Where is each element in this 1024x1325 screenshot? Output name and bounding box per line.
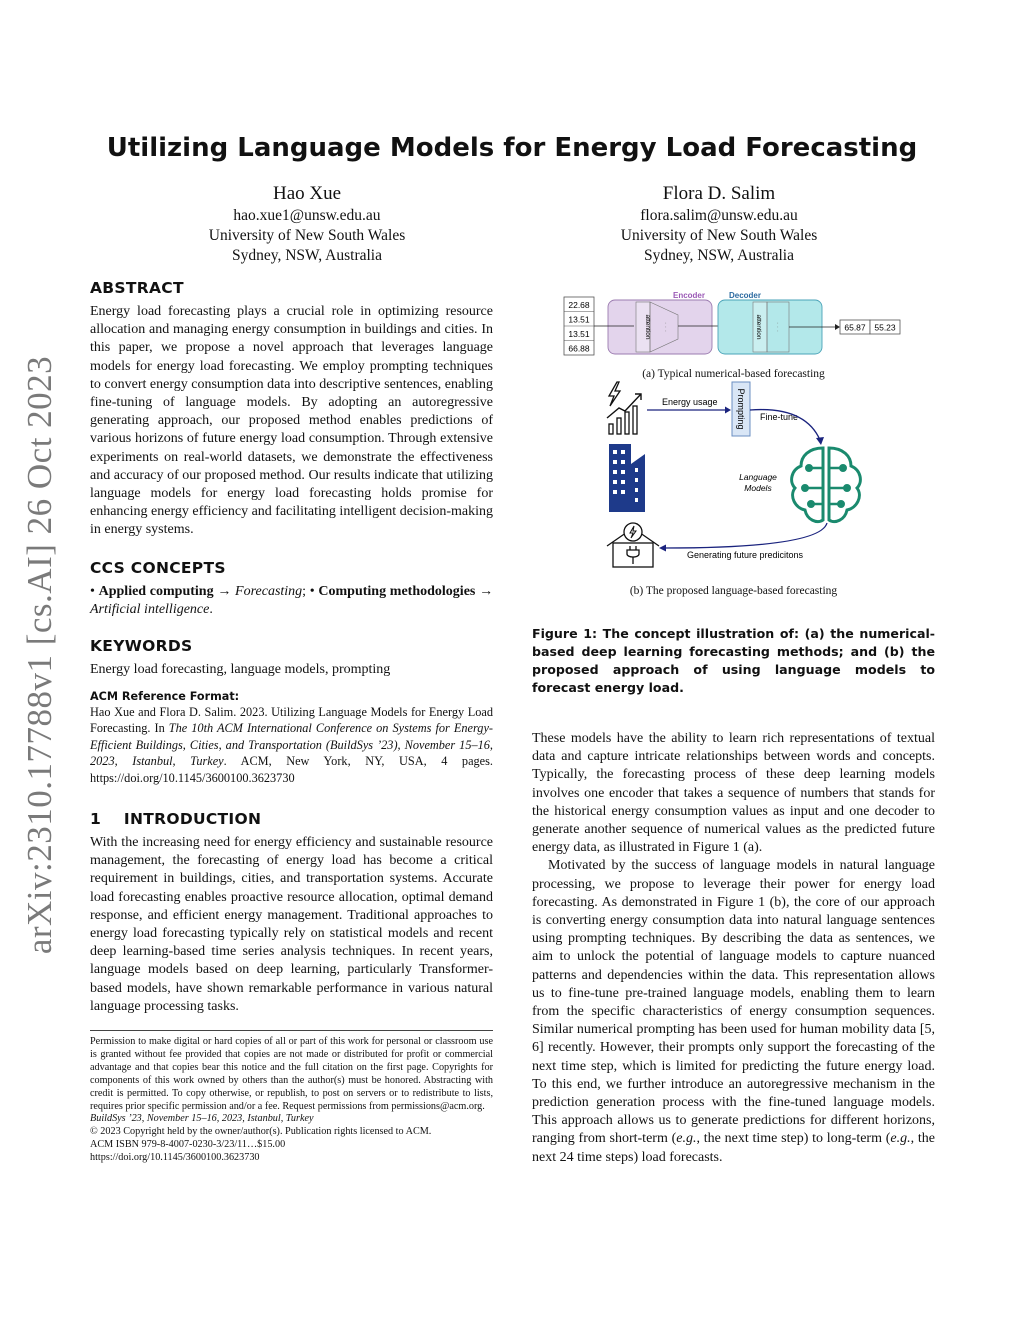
keywords-heading: KEYWORDS bbox=[90, 637, 193, 655]
dots: · · · bbox=[774, 321, 781, 333]
buildings-icon bbox=[609, 444, 645, 512]
arrowhead bbox=[835, 324, 840, 330]
footnote-rule bbox=[90, 1030, 493, 1031]
author-name: Hao Xue bbox=[272, 183, 342, 204]
generating-arrow bbox=[665, 523, 827, 548]
figure-1b bbox=[595, 378, 885, 578]
encoder-label: Encoder bbox=[672, 291, 706, 300]
acm-ref-heading: ACM Reference Format: bbox=[90, 690, 240, 703]
abstract-heading: ABSTRACT bbox=[90, 279, 184, 297]
footnote bbox=[90, 1036, 493, 1165]
period: . bbox=[209, 602, 213, 618]
acm-ref-part: . ACM, New York, NY, USA, 4 pages. https://doi.org/10.1145/3600100.3623730 bbox=[90, 754, 493, 785]
eg-abbrev: e.g. bbox=[676, 1131, 697, 1147]
language-models-label: Language bbox=[739, 472, 777, 482]
ccs-subconcept: Forecasting bbox=[235, 584, 303, 599]
arrowhead bbox=[659, 545, 666, 552]
abstract-section bbox=[90, 279, 493, 540]
figure-1a-caption: (a) Typical numerical-based forecasting bbox=[642, 368, 825, 380]
ccs-concept: Computing methodologies bbox=[318, 584, 476, 599]
language-models-label: Models bbox=[744, 483, 772, 493]
doi-line: https://doi.org/10.1145/3600100.3623730 bbox=[90, 1152, 260, 1164]
figure-1a bbox=[560, 287, 910, 359]
section-number: 1 bbox=[90, 810, 102, 828]
isbn-line: ACM ISBN 979-8-4007-0230-3/23/11…$15.00 bbox=[90, 1139, 286, 1151]
copyright-line: © 2023 Copyright held by the owner/author(s). Publication rights licensed to ACM. bbox=[90, 1126, 432, 1138]
abstract-text: Energy load forecasting plays a crucial role in optimizing resource allocation and managing energy consumption in buildings and cities. In this paper, we propose a novel approach that leverages language models for energy load forecasting. We employ prompting techniques to convert energy consumption data into descriptive sentences, enabling fine-tuning of language models. By adopting an autoregressive generating approach, our proposed method enables predictions of various horizons of future energy load consumption. Through extensive experiments on real-world datasets, we demonstrate the effectiveness and accuracy of our proposed method. Our results indicate that utilizing language models for energy load forecasting holds promise for enhancing energy efficiency and facilitating intelligent decision-making in energy systems. bbox=[90, 304, 494, 538]
attention-label: attention bbox=[755, 314, 762, 340]
ccs-section bbox=[90, 559, 493, 619]
paragraph bbox=[532, 857, 935, 1166]
paper-title: Utilizing Language Models for Energy Load Forecasting bbox=[106, 133, 918, 163]
keywords-section bbox=[90, 637, 493, 679]
conference-line: BuildSys ’23, November 15–16, 2023, Istanbul, Turkey bbox=[90, 1113, 314, 1125]
output-value: 55.23 bbox=[874, 322, 896, 333]
author-block-2 bbox=[554, 182, 884, 266]
paragraph: These models have the ability to learn rich representations of textual data and capture intricate relationships between words and concepts. Typically, the forecasting process of these deep learning models involves one encoder that takes a sequence of numbers that stands for the historical energy consumption values as input and one decoder to generate another sequence of numerical values as the predicted future energy data, as illustrated in Figure 1 (a). bbox=[532, 731, 935, 856]
acm-ref-text bbox=[90, 704, 493, 786]
bullet: • bbox=[309, 584, 315, 599]
author-block-1 bbox=[142, 182, 472, 266]
author-name: Flora D. Salim bbox=[662, 183, 776, 204]
arrowhead bbox=[725, 407, 731, 414]
arrowhead bbox=[816, 437, 824, 445]
energy-chart-icon bbox=[607, 382, 641, 434]
author-email: flora.salim@unsw.edu.au bbox=[640, 207, 798, 224]
acm-ref-part: Hao Xue and Flora D. Salim. 2023. Utilizing Language Models for Energy Load Forecasting. In bbox=[90, 705, 493, 736]
ccs-subconcept: Artificial intelligence bbox=[90, 602, 210, 618]
encoder-block bbox=[608, 300, 712, 354]
prompting-label: Prompting bbox=[736, 388, 746, 430]
smart-home-energy-icon bbox=[607, 523, 659, 567]
paragraph-part: Motivated by the success of language models in natural language processing, we propose to leverage their power for energy load forecasting. As demonstrated in Figure 1 (b), the core of our approach is converting energy consumption data into natural language sentences using prompting techniques. By describing the data as sentences, we aim to unlock the potential of language models to capture nuanced patterns and dependencies within the data. This representation allows us to fine-tune pre-trained language models, enabling them to learn from the specific characteristics of energy consumption sequences. Similar numerical prompting has been used for human mobility data [5, 6] recently. However, their prompts only support the forecasting of the next time step, which is limited for predicting the future energy load. To this end, we further introduce an autoregressive mechanism in the prediction generation process with the fine-tuned language models. This approach allows us to generate predictions for different horizons, ranging from short-term ( bbox=[532, 858, 935, 1147]
input-value: 66.88 bbox=[568, 343, 590, 354]
arrow: → bbox=[479, 584, 494, 599]
fine-tune-label: Fine-tune bbox=[760, 412, 799, 422]
acm-reference bbox=[90, 689, 493, 786]
output-value: 65.87 bbox=[844, 322, 866, 333]
energy-usage-label: Energy usage bbox=[662, 397, 718, 407]
right-column-text bbox=[532, 730, 935, 1167]
permission-text: Permission to make digital or hard copies of all or part of this work for personal or classroom use is granted without fee provided that copies are not made or distributed for profit or commercial advantage and that copies bear this notice and the full citation on the first page. Copyrights for components of this work owned by others than the author(s) must be honored. Abstracting with credit is permitted. To copy otherwise, or republish, to post on servers or to redistribute to lists, requires prior specific permission and/or a fee. Request permissions from permissions@acm.org. bbox=[90, 1036, 493, 1112]
separator: ; bbox=[302, 584, 307, 599]
section-title: INTRODUCTION bbox=[123, 810, 262, 828]
author-affiliation: University of New South Wales bbox=[208, 227, 406, 244]
brain-circuit-icon bbox=[792, 448, 861, 522]
figure-1-caption: Figure 1: The concept illustration of: (a) the numerical-based deep learning forecasting methods; and (b) the proposed approach of using language models to forecast energy load. bbox=[532, 626, 935, 695]
paragraph-part: , the next time step) to long-term ( bbox=[696, 1131, 891, 1147]
intro-text: With the increasing need for energy efficiency and sustainable resource management, the forecasting of energy load has become a critical requirement in buildings, cities, and transportation systems. Accurate load forecasting enables proactive resource allocation, optimal demand response, and efficient energy management. Traditional approaches to energy load forecasting typically rely on statistical models and recent deep learning-based time series analysis techniques. In recent years, language models based on deep learning, particularly Transformer-based models, have shown remarkable performance in various natural language processing tasks. bbox=[90, 835, 493, 1014]
bullet: • bbox=[90, 584, 95, 599]
input-value: 22.68 bbox=[568, 300, 590, 310]
acm-ref-venue: The 10th ACM International Conference on Systems for Energy-Efficient Buildings, Cities, and Transportation (BuildSys ’23), November 15–16, 2023, Istanbul, Turkey bbox=[90, 721, 494, 769]
input-value: 13.51 bbox=[568, 314, 590, 325]
generating-label: Generating future predicitons bbox=[686, 550, 804, 560]
author-email: hao.xue1@unsw.edu.au bbox=[233, 207, 381, 224]
arxiv-stamp: arXiv:2310.17788v1 [cs.AI] 26 Oct 2023 bbox=[20, 355, 59, 955]
attention-label: attention bbox=[644, 314, 651, 340]
keywords-text: Energy load forecasting, language models, prompting bbox=[90, 662, 391, 677]
dots: · · · bbox=[662, 321, 669, 333]
author-location: Sydney, NSW, Australia bbox=[644, 247, 794, 264]
figure-1b-caption: (b) The proposed language-based forecasting bbox=[629, 585, 838, 597]
ccs-concept: Applied computing bbox=[98, 584, 214, 599]
paragraph-part: , the next 24 time steps) load forecasts. bbox=[532, 1131, 935, 1165]
introduction-section bbox=[90, 810, 493, 1016]
input-value: 13.51 bbox=[568, 329, 590, 339]
ccs-text bbox=[90, 583, 493, 619]
author-location: Sydney, NSW, Australia bbox=[232, 247, 382, 264]
author-affiliation: University of New South Wales bbox=[620, 227, 818, 244]
intro-heading bbox=[90, 810, 493, 828]
ccs-heading: CCS CONCEPTS bbox=[90, 559, 226, 577]
decoder-label: Decoder bbox=[728, 291, 762, 300]
eg-abbrev: e.g. bbox=[890, 1131, 911, 1147]
arrow: → bbox=[217, 584, 232, 599]
